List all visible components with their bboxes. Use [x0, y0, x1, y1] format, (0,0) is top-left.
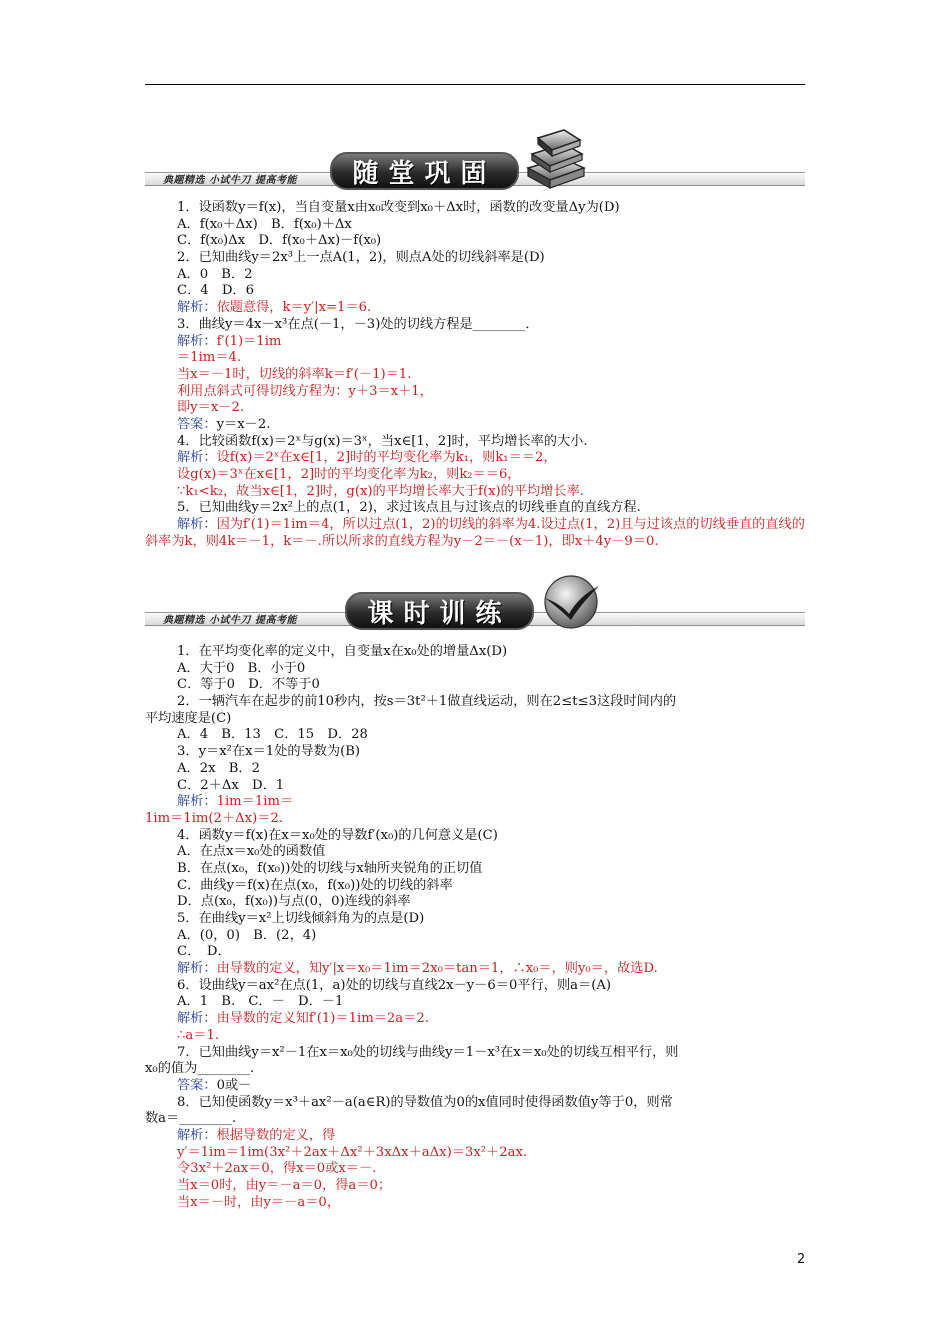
text-line: [177, 334, 812, 351]
answer-text: 0或－: [216, 1077, 252, 1093]
bird-icon: [535, 574, 605, 630]
text-line: [177, 400, 812, 417]
solution-text: 由导数的定义，知y′|x＝x₀＝1im＝2x₀＝tan＝1，∴x₀＝，则y₀＝，故选D.: [216, 961, 658, 977]
solution-label: 解析：: [177, 961, 217, 977]
text-line: [177, 283, 812, 300]
question-text: 1．设函数y＝f(x)，当自变量x由x₀改变到x₀＋Δx时，函数的改变量Δy为(D): [177, 200, 620, 215]
text-line: [177, 467, 812, 484]
solution-text: f′(1)＝1im: [216, 333, 282, 349]
text-line: [177, 350, 812, 367]
text-line: [177, 744, 812, 761]
question-text: x₀的值为________.: [145, 1061, 255, 1077]
text-line: [177, 217, 812, 234]
text-line: [177, 778, 812, 795]
answer-label: 答案：: [177, 416, 217, 432]
text-line: [145, 711, 812, 728]
text-line: [177, 961, 812, 978]
question-text: 3．曲线y＝4x－x³在点(－1，－3)处的切线方程是________．: [177, 316, 539, 332]
question-text: 1．在平均变化率的定义中，自变量x在x₀处的增量Δx(D): [177, 644, 508, 659]
banner-title: 随堂巩固: [352, 158, 497, 189]
question-text: 4．比较函数f(x)＝2ˣ与g(x)＝3ˣ，当x∈[1，2]时，平均增长率的大小.: [177, 433, 588, 449]
question-text: C．f(x₀)Δx D．f(x₀＋Δx)－f(x₀): [177, 233, 382, 249]
text-line: [177, 1178, 812, 1195]
text-line: [177, 233, 812, 250]
text-line: [177, 250, 812, 267]
question-text: A．在点x＝x₀处的函数值: [177, 844, 326, 860]
solution-text: 设f(x)＝2ˣ在x∈[1，2]时的平均变化率为k₁，则k₁＝＝2，: [216, 450, 557, 466]
question-text: 平均速度是(C): [145, 710, 232, 726]
banner-title: 课时训练: [367, 598, 512, 629]
text-line: [177, 1028, 812, 1045]
text-line: [177, 1195, 812, 1212]
page-number: 2: [797, 1252, 806, 1267]
text-line: [177, 1128, 812, 1145]
answer-text: y＝x－2.: [216, 416, 271, 432]
text-line: [177, 417, 812, 434]
solution-text: ＝1im＝4.: [177, 350, 242, 366]
text-line: [177, 878, 812, 895]
text-line: [177, 450, 812, 467]
question-text: 5．在曲线y＝x²上切线倾斜角为的点是(D): [177, 911, 425, 926]
question-text: A．f(x₀＋Δx) B．f(x₀)＋Δx: [177, 216, 352, 232]
text-line: [177, 861, 812, 878]
question-text: B．在点(x₀，f(x₀))处的切线与x轴所夹锐角的正切值: [177, 860, 483, 876]
question-text: C． D．: [177, 944, 231, 960]
question-text: C．等于0 D．不等于0: [177, 677, 320, 693]
text-line: [177, 1078, 812, 1095]
question-text: 2．已知曲线y＝2x³上一点A(1，2)，则点A处的切线斜率是(D): [177, 250, 545, 266]
solution-label: 解析：: [177, 450, 217, 466]
text-line: [177, 1011, 812, 1028]
text-line: [145, 1061, 812, 1078]
text-line: [177, 644, 812, 661]
text-line: [177, 500, 812, 517]
solution-label: 解析：: [177, 517, 217, 532]
question-text: 2．一辆汽车在起步的前10秒内，按s＝3t²＋1做直线运动，则在2≤t≤3这段时间内的: [177, 694, 677, 710]
question-text: C．2＋Δx D．1: [177, 777, 285, 793]
solution-text: 当x＝－1时，切线的斜率k＝f′(－1)＝1.: [177, 366, 412, 382]
solution-text: 令3x²＋2ax＝0，得x＝0或x＝－.: [177, 1161, 377, 1177]
text-line: [177, 794, 812, 811]
solution-label: 解析：: [177, 794, 217, 810]
section-2-content: [145, 644, 812, 1211]
solution-label: 解析：: [177, 1011, 217, 1027]
text-line: [177, 994, 812, 1011]
solution-text: ∵k₁<k₂，故当x∈[1，2]时，g(x)的平均增长率大于f(x)的平均增长率.: [177, 483, 584, 499]
solution-text: 1im＝1im＝: [216, 794, 294, 810]
solution-text: 当x＝－时，由y＝－a＝0，: [177, 1194, 341, 1210]
text-line: [177, 1095, 812, 1112]
text-line: [177, 200, 812, 217]
question-text: 5．已知曲线y＝2x²上的点(1，2)，求过该点且与过该点的切线垂直的直线方程.: [177, 500, 641, 516]
text-line: [177, 661, 812, 678]
solution-text: 即y＝x－2.: [177, 400, 245, 416]
text-line: [177, 267, 812, 284]
question-text: A．1 B. C．－ D．－1: [177, 994, 344, 1010]
question-text: A．4 B．13 C．15 D．28: [177, 727, 368, 743]
text-line: [177, 317, 812, 334]
question-text: C．曲线y＝f(x)在点(x₀，f(x₀))处的切线的斜率: [177, 877, 453, 893]
question-text: 8．已知使函数y＝x³＋ax²－a(a∈R)的导数值为0的x值同时使得函数值y等于0，则常: [177, 1094, 673, 1110]
question-text: 数a＝________.: [145, 1111, 237, 1127]
text-line: [177, 911, 812, 928]
question-text: C．4 D．6: [177, 283, 255, 299]
banner-title-pill: [330, 152, 519, 190]
solution-text: 因为f′(1)＝1im＝4，所以过点(1，2)的切线的斜率为4.设过点(1，2)且与过该点的切线垂直的直线的斜率为k，则4k＝－1，k＝－.所以所求的直线方程为y－2＝－(x－1)，即x＋4y－9＝0.: [145, 517, 805, 549]
text-line: [177, 894, 812, 911]
section-1-content: [177, 200, 812, 517]
text-line: [177, 434, 812, 451]
text-line: [177, 928, 812, 945]
solution-text: 设g(x)＝3ˣ在x∈[1，2]时的平均变化率为k₂，则k₂＝＝6，: [177, 467, 521, 482]
text-line: [177, 1161, 812, 1178]
text-line: [177, 944, 812, 961]
solution-text: 依题意得，k＝y′|x=1＝6.: [216, 300, 372, 316]
solution-text: 当x＝0时，由y＝－a＝0，得a＝0；: [177, 1178, 392, 1193]
banner-title-pill: [345, 592, 534, 630]
solution-label: 解析：: [177, 333, 217, 349]
section-banner-suitang: [145, 132, 805, 192]
text-line: [177, 978, 812, 995]
question-text: 4．函数y＝f(x)在x＝x₀处的导数f′(x₀)的几何意义是(C): [177, 827, 498, 843]
section-banner-keshi: [145, 572, 805, 632]
text-line: [177, 844, 812, 861]
text-line: [177, 300, 812, 317]
book-stack-icon: [520, 124, 590, 192]
text-line: [177, 677, 812, 694]
text-line: [177, 694, 812, 711]
text-line: [177, 367, 812, 384]
header-rule: [145, 84, 805, 85]
text-line: [145, 1111, 812, 1128]
question-text: 6．设曲线y＝ax²在点(1，a)处的切线与直线2x－y－6＝0平行，则a＝(A): [177, 977, 612, 993]
question-text: 3．y＝x²在x＝1处的导数为(B): [177, 744, 361, 760]
text-line: [177, 1045, 812, 1062]
text-line: [177, 761, 812, 778]
solution-text: ∴a＝1.: [177, 1027, 220, 1043]
solution-text: 由导数的定义知f′(1)＝1im＝2a＝2.: [216, 1011, 429, 1027]
text-line: [177, 727, 812, 744]
question-text: A．2x B．2: [177, 760, 260, 776]
answer-label: 答案：: [177, 1077, 217, 1093]
solution-text: y′＝1im＝1im(3x²＋2ax＋Δx²＋3xΔx＋aΔx)＝3x²＋2ax.: [177, 1144, 528, 1160]
banner-slogan: 典题精选 小试牛刀 提高考能: [163, 175, 297, 186]
question-text: 7．已知曲线y＝x²－1在x＝x₀处的切线与曲线y＝1－x³在x＝x₀处的切线互相平行，则: [177, 1044, 679, 1060]
question-text: A．大于0 B．小于0: [177, 660, 306, 676]
solution-label: 解析：: [177, 300, 217, 316]
solution-label: 解析：: [177, 1127, 217, 1143]
solution-text: 利用点斜式可得切线方程为：y＋3＝x＋1，: [177, 383, 433, 399]
banner-slogan: 典题精选 小试牛刀 提高考能: [163, 615, 297, 626]
solution-text: 1im＝1im(2＋Δx)＝2.: [145, 810, 284, 826]
question-text: A．0 B．2: [177, 266, 253, 282]
question-text: D．点(x₀，f(x₀))与点(0，0)连线的斜率: [177, 894, 411, 910]
text-line: [145, 811, 812, 828]
problem-5-solution: [145, 517, 810, 550]
text-line: [177, 1145, 812, 1162]
question-text: A．(0，0) B．(2，4): [177, 927, 317, 943]
text-line: [177, 828, 812, 845]
text-line: [177, 384, 812, 401]
solution-text: 根据导数的定义，得: [216, 1127, 336, 1143]
text-line: [177, 484, 812, 501]
